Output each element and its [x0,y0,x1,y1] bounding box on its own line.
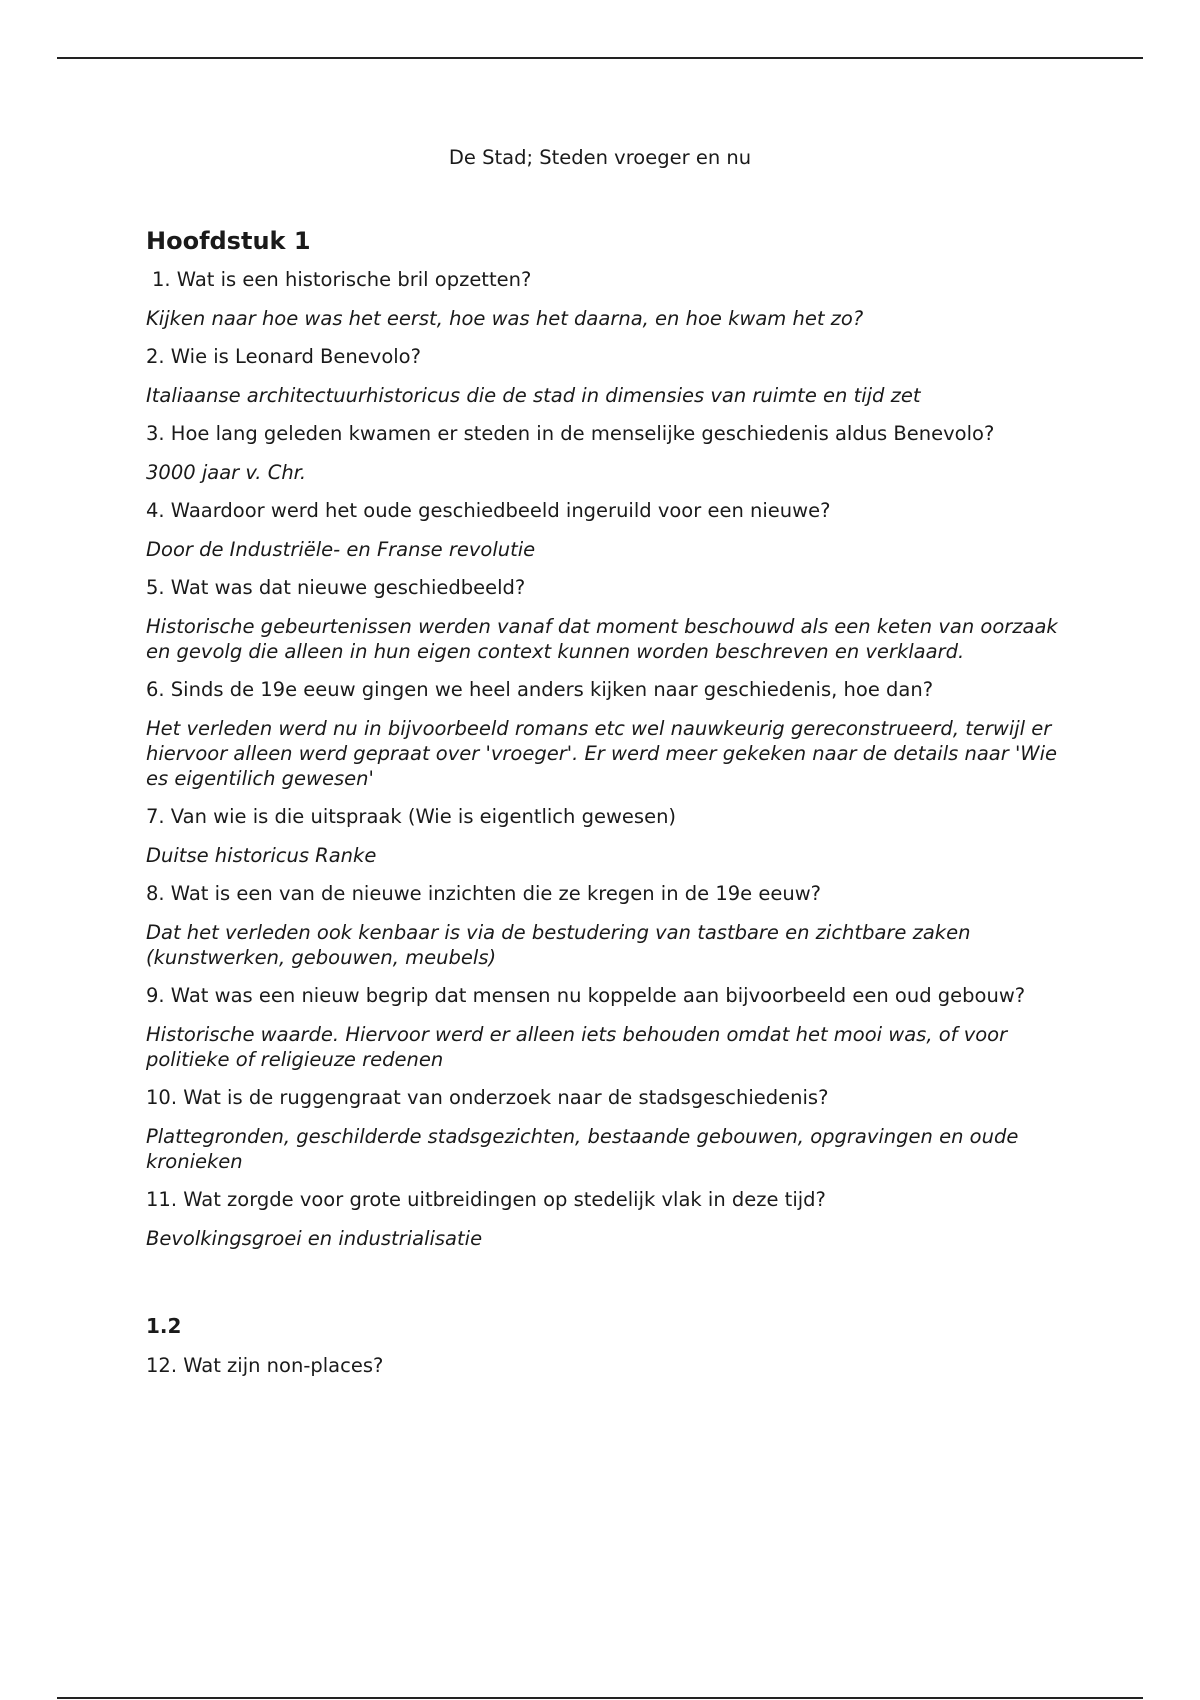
question-12: 12. Wat zijn non-places? [146,1354,384,1377]
answer-11: Bevolkingsgroei en industrialisatie [146,1227,483,1250]
question-3: 3. Hoe lang geleden kwamen er steden in de menselijke geschiedenis aldus Benevolo? [146,422,995,445]
question-4: 4. Waardoor werd het oude geschiedbeeld ingeruild voor een nieuwe? [146,499,831,522]
question-10: 10. Wat is de ruggengraat van onderzoek naar de stadsgeschiedenis? [146,1086,829,1109]
answer-6: Het verleden werd nu in bijvoorbeeld romans etc wel nauwkeurig gereconstrueerd, terwijl er hiervoor alleen werd gepraat over 'vroeger'. Er werd meer gekeken naar de details naar 'Wie es eigentilich gewesen' [146,717,1058,790]
bottom-rule [57,1697,1143,1699]
question-8: 8. Wat is een van de nieuwe inzichten die ze kregen in de 19e eeuw? [146,882,822,905]
qa-item-12 [146,1353,1071,1378]
chapter-heading: Hoofdstuk 1 [146,227,311,255]
document-title: De Stad; Steden vroeger en nu [448,146,752,169]
qa-item-1 [146,267,1071,331]
document-body [146,225,1071,1392]
qa-item-11 [146,1187,1071,1251]
section-heading: 1.2 [146,1314,182,1338]
answer-8: Dat het verleden ook kenbaar is via de bestudering van tastbare en zichtbare zaken (kunstwerken, gebouwen, meubels) [146,921,971,969]
answer-7: Duitse historicus Ranke [146,844,377,867]
qa-item-4 [146,498,1071,562]
answer-2: Italiaanse architectuurhistoricus die de stad in dimensies van ruimte en tijd zet [146,384,921,407]
question-7: 7. Van wie is die uitspraak (Wie is eigentlich gewesen) [146,805,677,828]
qa-item-3 [146,421,1071,485]
answer-3: 3000 jaar v. Chr. [146,461,307,484]
answer-10: Plattegronden, geschilderde stadsgezichten, bestaande gebouwen, opgravingen en oude kronieken [146,1125,1019,1173]
answer-5: Historische gebeurtenissen werden vanaf dat moment beschouwd als een keten van oorzaak en gevolg die alleen in hun eigen context kunnen worden beschreven en verklaard. [146,615,1058,663]
answer-1: Kijken naar hoe was het eerst, hoe was het daarna, en hoe kwam het zo? [146,307,864,330]
question-1: 1. Wat is een historische bril opzetten? [152,268,532,291]
question-9: 9. Wat was een nieuw begrip dat mensen nu koppelde aan bijvoorbeeld een oud gebouw? [146,984,1026,1007]
answer-4: Door de Industriële- en Franse revolutie [146,538,536,561]
answer-9: Historische waarde. Hiervoor werd er alleen iets behouden omdat het mooi was, of voor politieke of religieuze redenen [146,1023,1008,1071]
qa-item-6 [146,677,1071,791]
question-11: 11. Wat zorgde voor grote uitbreidingen op stedelijk vlak in deze tijd? [146,1188,826,1211]
qa-item-2 [146,344,1071,408]
question-2: 2. Wie is Leonard Benevolo? [146,345,421,368]
qa-item-5 [146,575,1071,664]
qa-item-10 [146,1085,1071,1174]
qa-item-8 [146,881,1071,970]
qa-item-9 [146,983,1071,1072]
question-6: 6. Sinds de 19e eeuw gingen we heel anders kijken naar geschiedenis, hoe dan? [146,678,934,701]
question-5: 5. Wat was dat nieuwe geschiedbeeld? [146,576,526,599]
qa-item-7 [146,804,1071,868]
top-rule [57,57,1143,59]
